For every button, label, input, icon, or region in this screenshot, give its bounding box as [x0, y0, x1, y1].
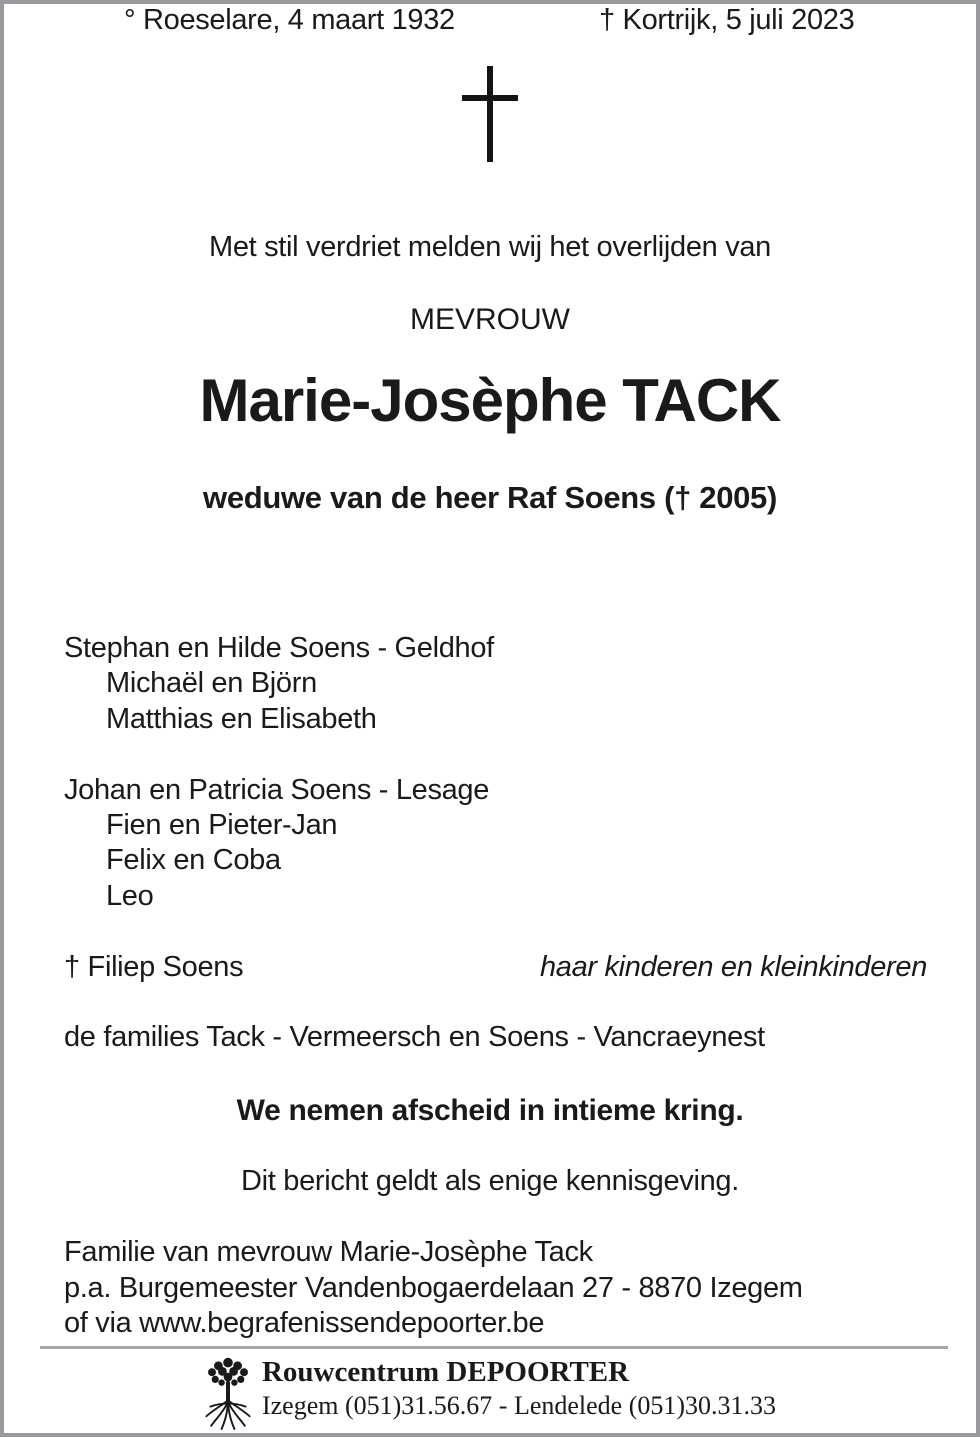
- family-parents: Stephan en Hilde Soens - Geldhof: [64, 632, 494, 664]
- latin-cross-icon: [4, 66, 976, 162]
- funeral-home-footer: [4, 1354, 976, 1432]
- death-date: † Kortrijk, 5 juli 2023: [599, 4, 855, 36]
- deceased-name: Marie-Josèphe TACK: [199, 367, 781, 434]
- family-child: Leo: [106, 879, 154, 912]
- spacer: [64, 737, 927, 772]
- cross-vertical-bar: [487, 66, 493, 162]
- family-child: Felix en Coba: [106, 844, 281, 877]
- single-notice-line: Dit bericht geldt als enige kennisgeving.: [241, 1165, 739, 1197]
- farewell-line: We nemen afscheid in intieme kring.: [236, 1094, 744, 1127]
- honorific: MEVROUW: [410, 303, 570, 336]
- contact-website-line: of via www.begrafenissendepoorter.be: [64, 1307, 545, 1340]
- family-child: Fien en Pieter-Jan: [106, 809, 338, 842]
- contact-family-line: Familie van mevrouw Marie-Josèphe Tack: [64, 1236, 593, 1268]
- contact-block: [64, 1235, 803, 1342]
- announcement-text: Met stil verdriet melden wij het overlijden van: [209, 231, 771, 263]
- funeral-home-phones: Izegem (051)31.56.67 - Lendelede (051)30.31.33: [261, 1391, 777, 1420]
- spacer: [64, 914, 927, 949]
- families-line: de families Tack - Vermeersch en Soens - Vancraeynest: [64, 1021, 765, 1054]
- tree-of-life-icon: [204, 1354, 252, 1432]
- spacer: [64, 985, 927, 1020]
- family-child: Michaël en Björn: [106, 667, 317, 700]
- relation-note: haar kinderen en kleinkinderen: [540, 950, 927, 983]
- contact-address-line: p.a. Burgemeester Vandenbogaerdelaan 27 - 8870 Izegem: [64, 1271, 803, 1304]
- footer-divider: [40, 1346, 948, 1349]
- family-parents: Johan en Patricia Soens - Lesage: [64, 773, 490, 806]
- funeral-home-text: [262, 1354, 776, 1422]
- family-child: Matthias en Elisabeth: [106, 702, 377, 735]
- birth-date: ° Roeselare, 4 maart 1932: [124, 4, 455, 36]
- cross-horizontal-bar: [462, 95, 518, 101]
- widow-of-line: weduwe van de heer Raf Soens († 2005): [203, 480, 777, 515]
- deceased-son: † Filiep Soens: [64, 950, 244, 983]
- deceased-son-row: [64, 950, 927, 985]
- family-list: [64, 631, 927, 1056]
- funeral-home-name: Rouwcentrum DEPOORTER: [261, 1356, 630, 1388]
